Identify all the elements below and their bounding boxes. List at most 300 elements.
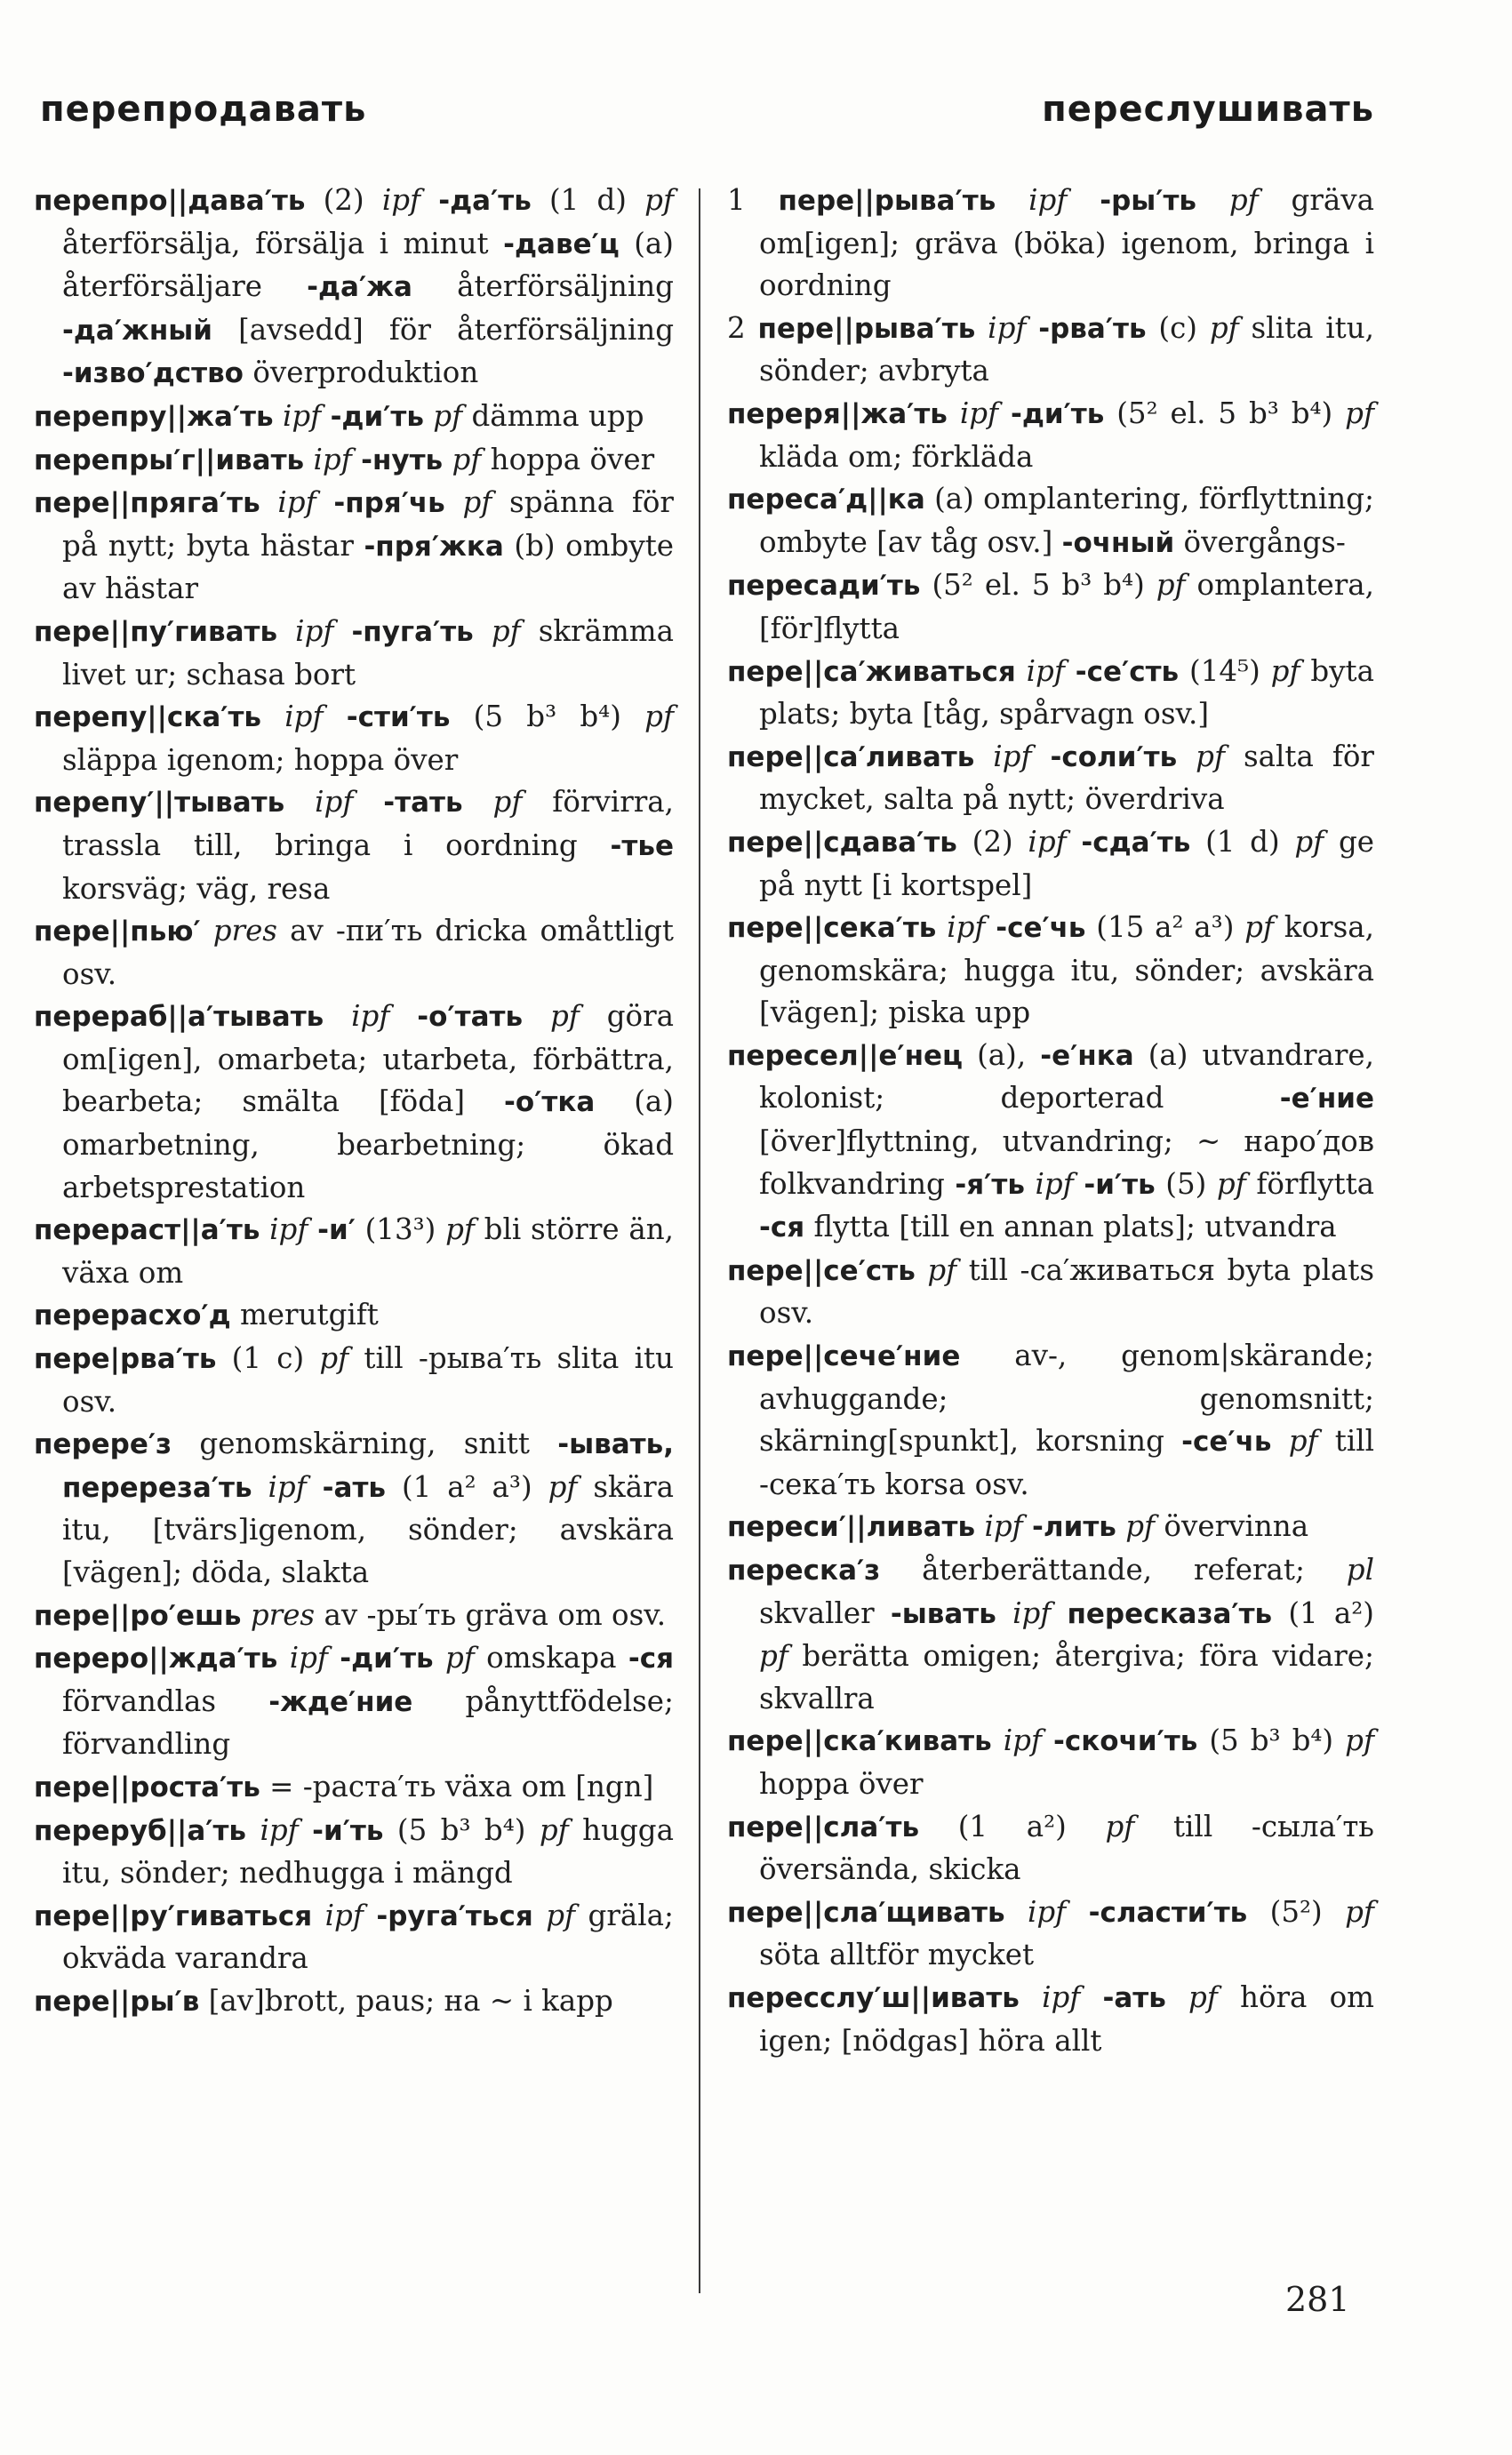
entry-text xyxy=(1080,1980,1102,2014)
running-head-right: переслушивать xyxy=(1042,89,1374,130)
entry-text: återberättande, referat; xyxy=(880,1553,1347,1587)
entry-text xyxy=(974,740,993,773)
grammar-label: ipf xyxy=(1027,1894,1067,1929)
entry-text xyxy=(304,443,313,476)
headword: перепро||дава′ть xyxy=(34,185,306,217)
entry-text: skära itu, [tvärs]igenom, sönder; avskära [vägen]; döda, slakta xyxy=(62,1469,675,1589)
entry-text: skrämma livet ur; schasa bort xyxy=(62,613,674,692)
grammar-label: pf xyxy=(548,1469,578,1504)
headword: пере||сла′щивать xyxy=(727,1896,1005,1929)
dictionary-entry xyxy=(727,1806,1374,1891)
entry-text xyxy=(445,485,463,519)
entry-text: (a) utvandrare, kolonist; deporterad xyxy=(759,1037,1374,1116)
grammar-label: pf xyxy=(1209,310,1239,345)
grammar-label: ipf xyxy=(260,1812,299,1847)
headword: -ди′ть xyxy=(330,400,424,433)
headword: -пуга′ть xyxy=(351,615,474,648)
dictionary-entry xyxy=(727,907,1374,1035)
entry-text: (2) xyxy=(956,824,1028,859)
grammar-label: pf xyxy=(1244,910,1275,945)
entry-text: (a) omplantering, förflyttning; ombyte [av tåg osv.] xyxy=(759,482,1374,559)
grammar-label: ipf xyxy=(324,1898,364,1932)
entry-text xyxy=(307,1470,323,1504)
dictionary-entry xyxy=(727,1250,1374,1335)
entry-text: 1 xyxy=(727,183,779,217)
headword: пере||рыва′ть xyxy=(778,185,996,217)
page-number: 281 xyxy=(1285,2280,1350,2319)
grammar-label: ipf xyxy=(1003,1723,1042,1758)
entry-text xyxy=(1026,311,1038,345)
entry-text: hoppa över xyxy=(759,1766,924,1801)
entry-text: (5² el. 5 b³ b⁴) xyxy=(920,568,1156,603)
grammar-label: pf xyxy=(1345,1894,1374,1929)
dictionary-entry xyxy=(727,1549,1374,1720)
headword: -и′ть xyxy=(312,1814,384,1847)
entry-text: korsväg; väg, resa xyxy=(62,871,331,906)
dictionary-entry xyxy=(34,439,674,483)
dictionary-entry xyxy=(727,308,1374,393)
dictionary-entry xyxy=(727,393,1374,478)
headword: пере||ры′в xyxy=(34,1985,200,2018)
dictionary-entry xyxy=(34,1766,674,1810)
entry-text: byta plats; byta [tåg, spårvagn osv.] xyxy=(759,653,1374,732)
entry-text: genomskärning, snitt xyxy=(172,1427,558,1461)
headword: перепу′||тывать xyxy=(34,787,285,820)
entry-text xyxy=(389,999,417,1033)
entry-text xyxy=(324,999,351,1033)
entry-text xyxy=(1016,654,1027,688)
dictionary-entry xyxy=(34,1209,674,1294)
entry-text xyxy=(996,1596,1012,1630)
entry-text: merutgift xyxy=(230,1298,379,1332)
left-column xyxy=(34,180,674,2024)
headword: переря||жа′ть xyxy=(727,397,948,430)
headword: пере||ска′кивать xyxy=(727,1725,992,1758)
entry-text xyxy=(201,914,213,948)
grammar-label: pf xyxy=(452,442,482,476)
entry-text: (1 d) xyxy=(1190,824,1295,859)
entry-text: av -пи′ть dricka omåttligt osv. xyxy=(62,914,674,991)
entry-text: kläda om; förkläda xyxy=(759,439,1034,474)
column-divider xyxy=(699,188,700,2293)
grammar-label: pf xyxy=(462,485,492,520)
headword: переруб||а′ть xyxy=(34,1814,247,1847)
headword: -тать xyxy=(383,787,463,820)
grammar-label: pf xyxy=(1188,1979,1218,2014)
entry-text xyxy=(1067,183,1100,217)
entry-text: slita itu, sönder; avbryta xyxy=(759,310,1374,388)
entry-text xyxy=(321,399,330,433)
headword: -скочи′ть xyxy=(1052,1725,1198,1758)
entry-text: (5 b³ b⁴) xyxy=(450,700,645,734)
dictionary-entry xyxy=(34,1895,674,1980)
dictionary-entry xyxy=(34,180,674,396)
grammar-label: pf xyxy=(1345,396,1374,430)
grammar-label: ipf xyxy=(284,700,324,734)
dictionary-entry xyxy=(34,611,674,696)
entry-text: (c) xyxy=(1146,310,1210,345)
grammar-label: ipf xyxy=(282,398,322,433)
headword: -пря′жка xyxy=(364,530,504,563)
grammar-label: ipf xyxy=(381,183,421,217)
grammar-label: ipf xyxy=(1042,1979,1081,2014)
grammar-label: ipf xyxy=(277,485,316,520)
entry-text: förflytta xyxy=(1245,1166,1374,1201)
dictionary-entry xyxy=(727,1720,1374,1805)
entry-text: salta för mycket, salta på nytt; överdriva xyxy=(759,739,1374,817)
headword: -да′жа xyxy=(307,271,412,304)
headword: пере||сече′ние xyxy=(727,1340,961,1373)
entry-text: gräla; okväda varandra xyxy=(62,1898,674,1976)
headword: переро||жда′ть xyxy=(34,1643,278,1675)
headword: -ся xyxy=(628,1643,674,1675)
entry-text: (5 b³ b⁴) xyxy=(383,1812,540,1847)
headword: пере||пью′ xyxy=(34,916,201,948)
headword: -даве′ц xyxy=(503,228,620,260)
dictionary-entry xyxy=(727,821,1374,907)
headword: -ди′ть xyxy=(340,1643,434,1675)
grammar-label: pres xyxy=(212,914,277,948)
headword: -ать xyxy=(322,1471,387,1504)
grammar-label: pf xyxy=(1288,1424,1318,1459)
entry-text xyxy=(333,614,351,648)
headword: -да′ть xyxy=(438,185,532,217)
entry-text xyxy=(1074,1167,1084,1201)
entry-text xyxy=(533,1899,546,1932)
grammar-label: pf xyxy=(759,1639,788,1674)
headword: -сласти′ть xyxy=(1088,1896,1248,1929)
entry-text xyxy=(1271,1424,1288,1458)
headword: перераб||а′тывать xyxy=(34,1001,324,1034)
entry-text: omplantera, [för]flytta xyxy=(759,568,1374,645)
entry-text xyxy=(312,1899,324,1932)
dictionary-entry xyxy=(727,1891,1374,1977)
headword: пере||роста′ть xyxy=(34,1771,260,1803)
entry-text xyxy=(277,1641,289,1675)
entry-text xyxy=(328,1641,340,1675)
entry-text: (a) omarbetning, bearbetning; ökad arbetsprestation xyxy=(62,1084,674,1204)
entry-text: återförsäljning xyxy=(412,269,674,304)
grammar-label: ipf xyxy=(315,785,354,820)
entry-text: (1 c) xyxy=(216,1341,320,1376)
headword: перераст||а′ть xyxy=(34,1214,260,1247)
entry-text: till -сыла′ть översända, skicka xyxy=(759,1809,1374,1887)
grammar-label: ipf xyxy=(947,910,986,945)
grammar-label: pf xyxy=(644,700,674,734)
entry-text: övervinna xyxy=(1155,1509,1309,1544)
entry-text xyxy=(443,443,452,476)
entry-text xyxy=(424,399,433,433)
entry-text xyxy=(242,1598,251,1632)
headword: перерасхо′д xyxy=(34,1299,231,1332)
dictionary-entry xyxy=(727,478,1374,564)
headword: переса′д||ка xyxy=(727,484,925,516)
entry-text: övergångs- xyxy=(1174,524,1346,559)
entry-text: hugga itu, sönder; nedhugga i mängd xyxy=(62,1812,674,1891)
entry-text xyxy=(308,1212,317,1246)
dictionary-entry xyxy=(727,1335,1374,1506)
headword: -сда′ть xyxy=(1081,826,1191,859)
entry-text xyxy=(1067,825,1082,859)
headword: пере||са′живаться xyxy=(727,655,1016,688)
headword: пере||сека′ть xyxy=(727,912,937,945)
entry-text: göra om[igen], omarbeta; utarbeta, förbättra, bearbeta; smälta [föda] xyxy=(62,999,674,1119)
grammar-label: pf xyxy=(1196,739,1226,773)
dictionary-entry xyxy=(727,651,1374,736)
entry-text xyxy=(1166,1980,1188,2014)
headword: -ся xyxy=(759,1212,805,1244)
entry-text xyxy=(1005,1895,1028,1929)
entry-text: till -сека′ть korsa osv. xyxy=(759,1424,1374,1501)
entry-text: (1 a²) xyxy=(1272,1595,1374,1630)
entry-text xyxy=(260,485,278,519)
grammar-label: pf xyxy=(644,183,674,217)
entry-text: (1 d) xyxy=(531,183,645,217)
entry-text: (a) återförsäljare xyxy=(62,226,674,304)
grammar-label: ipf xyxy=(993,739,1032,773)
grammar-label: ipf xyxy=(289,1641,328,1675)
headword: -очный xyxy=(1061,526,1175,559)
entry-text: dämma upp xyxy=(462,398,644,433)
grammar-label: pl xyxy=(1346,1553,1374,1587)
grammar-label: pf xyxy=(491,613,521,648)
entry-text: till -са′живаться byta plats osv. xyxy=(759,1252,1374,1331)
dictionary-entry xyxy=(727,1506,1374,1549)
entry-text: av -ры′ть gräva om osv. xyxy=(315,1597,667,1632)
entry-text xyxy=(299,1813,312,1847)
headword: -и′ть xyxy=(1084,1168,1156,1201)
grammar-label: ipf xyxy=(959,396,999,430)
grammar-label: pf xyxy=(549,999,580,1034)
grammar-label: ipf xyxy=(295,613,334,648)
entry-text: (14⁵) xyxy=(1179,653,1271,688)
entry-text: hoppa över xyxy=(481,442,655,476)
headword: пересслу′ш||ивать xyxy=(727,1981,1020,2014)
headword: -о′тать xyxy=(417,1001,524,1034)
grammar-label: ipf xyxy=(1035,1166,1074,1201)
entry-text: spänna för på nytt; byta hästar xyxy=(62,485,674,563)
entry-text xyxy=(523,999,550,1033)
headword: -жде′ние xyxy=(268,1685,413,1718)
entry-text xyxy=(1042,1723,1053,1757)
headword: -се′чь xyxy=(1181,1426,1272,1459)
entry-text: (1 a²) xyxy=(919,1809,1106,1843)
headword: пере||са′ливать xyxy=(727,740,975,773)
grammar-label: pf xyxy=(444,1641,475,1675)
entry-text: (5² el. 5 b³ b⁴) xyxy=(1104,396,1346,430)
entry-text xyxy=(284,785,315,819)
entry-text xyxy=(1032,740,1051,773)
headword: перепры′г||ивать xyxy=(34,444,305,476)
entry-text: gräva om[igen]; gräva (böka) igenom, bringa i oordning xyxy=(759,183,1374,303)
dictionary-entry xyxy=(34,696,674,781)
grammar-label: pf xyxy=(1345,1723,1374,1758)
entry-text: = -раста′ть växa om [ngn] xyxy=(260,1769,654,1803)
entry-text: ge på nytt [i kortspel] xyxy=(759,824,1374,902)
grammar-label: pf xyxy=(492,785,523,820)
entry-text: släppa igenom; hoppa över xyxy=(62,742,459,777)
dictionary-entry xyxy=(34,996,674,1209)
dictionary-entry xyxy=(34,1294,674,1338)
headword: перепу||ска′ть xyxy=(34,701,262,734)
running-head-left: перепродавать xyxy=(40,89,367,130)
entry-text: (a), xyxy=(963,1037,1041,1072)
grammar-label: pf xyxy=(927,1252,957,1287)
entry-text xyxy=(246,1813,260,1847)
entry-text: (5 b³ b⁴) xyxy=(1197,1723,1346,1758)
grammar-label: pf xyxy=(539,1812,569,1847)
entry-text: höra om igen; [nödgas] höra allt xyxy=(759,1979,1374,2058)
grammar-label: pf xyxy=(1125,1509,1156,1544)
entry-text: förvirra, trassla till, bringa i oordning xyxy=(62,785,674,862)
grammar-label: ipf xyxy=(984,1509,1023,1544)
grammar-label: pf xyxy=(1216,1166,1246,1201)
grammar-label: ipf xyxy=(1028,183,1068,217)
entry-text: korsa, genomskära; hugga itu, sönder; avskära [vägen]; piska upp xyxy=(759,910,1374,1030)
entry-text xyxy=(1025,1167,1036,1201)
headword: пересел||е′нец xyxy=(727,1039,964,1072)
entry-text xyxy=(936,910,947,944)
headword: -я′ть xyxy=(955,1168,1025,1201)
entry-text xyxy=(916,1253,928,1287)
entry-text xyxy=(1065,654,1076,688)
grammar-label: ipf xyxy=(268,1469,307,1504)
headword: пересказа′ть xyxy=(1067,1597,1273,1630)
headword: -руга′ться xyxy=(376,1899,533,1932)
headword: -ди′ть xyxy=(1010,397,1105,430)
headword: -ать xyxy=(1102,1981,1166,2014)
grammar-label: ipf xyxy=(269,1212,308,1247)
grammar-label: pf xyxy=(546,1898,576,1932)
dictionary-entry xyxy=(34,482,674,611)
entry-text xyxy=(274,399,283,433)
entry-text: berätta omigen; återgiva; föra vidare; skvallra xyxy=(759,1639,1374,1715)
entry-text xyxy=(260,1212,269,1246)
headword: -е′ние xyxy=(1279,1083,1374,1116)
entry-text: pånyttfödelse; förvandling xyxy=(62,1683,674,1762)
entry-text: (5) xyxy=(1155,1166,1217,1201)
entry-text xyxy=(1196,183,1229,217)
dictionary-entry xyxy=(34,1338,674,1423)
headword: пере||ру′гиваться xyxy=(34,1899,313,1932)
headword: -о′тка xyxy=(504,1086,596,1119)
entry-text: förvandlas xyxy=(62,1683,269,1718)
entry-text xyxy=(992,1723,1004,1757)
headword: -лить xyxy=(1032,1511,1116,1544)
headword: перере′з xyxy=(34,1428,172,1461)
entry-text: (1 a² a³) xyxy=(386,1469,548,1504)
grammar-label: pf xyxy=(1270,653,1300,688)
headword: -тье xyxy=(610,829,674,862)
entry-text xyxy=(316,485,334,519)
grammar-label: pf xyxy=(1105,1809,1135,1843)
entry-text xyxy=(463,785,493,819)
headword: -соли′ть xyxy=(1050,740,1178,773)
headword: -ывать xyxy=(890,1597,996,1630)
headword: пере|рва′ть xyxy=(34,1343,217,1376)
entry-text: (13³) xyxy=(355,1212,446,1247)
entry-text xyxy=(474,614,492,648)
entry-text: återförsälja, försälja i minut xyxy=(62,226,504,260)
headword: -да′жный xyxy=(62,314,213,347)
entry-text: (15 a² a³) xyxy=(1085,910,1245,945)
headword: переси′||ливать xyxy=(727,1511,976,1544)
entry-text: [avsedd] för återförsäljning xyxy=(212,312,674,347)
entry-text: söta alltför mycket xyxy=(759,1938,1035,1972)
headword: -ры′ть xyxy=(1100,185,1197,217)
dictionary-entry xyxy=(727,1977,1374,2062)
headword: -нуть xyxy=(361,444,444,476)
dictionary-entry xyxy=(34,1637,674,1766)
grammar-label: pf xyxy=(1294,824,1324,859)
headword: -се′сть xyxy=(1075,655,1180,688)
entry-text: [över]flyttning, utvandring; ~ наро′дов folkvandring xyxy=(759,1124,1374,1201)
entry-text xyxy=(324,700,347,733)
headword: -се′чь xyxy=(996,912,1086,945)
dictionary-entry xyxy=(727,564,1374,650)
dictionary-entry xyxy=(34,781,674,910)
headword: пере||ро′ешь xyxy=(34,1599,242,1632)
dictionary-entry xyxy=(34,1980,674,2024)
headword: пере||се′сть xyxy=(727,1254,916,1287)
entry-text xyxy=(998,396,1011,430)
dictionary-entry xyxy=(34,1423,674,1594)
grammar-label: ipf xyxy=(313,442,352,476)
headword: -и′ xyxy=(317,1214,356,1247)
entry-text xyxy=(434,1641,445,1675)
entry-text: (5²) xyxy=(1247,1894,1346,1929)
headword: переска′з xyxy=(727,1555,881,1587)
entry-text xyxy=(1177,740,1196,773)
headword: перепру||жа′ть xyxy=(34,400,274,433)
entry-text xyxy=(1023,1509,1032,1543)
grammar-label: ipf xyxy=(1012,1595,1052,1630)
dictionary-entry xyxy=(34,1595,674,1638)
entry-text xyxy=(1020,1980,1042,2014)
entry-text xyxy=(1051,1596,1067,1630)
dictionary-entry xyxy=(34,396,674,439)
entry-text: 2 xyxy=(727,310,758,345)
entry-text xyxy=(352,443,361,476)
dictionary-entry xyxy=(727,736,1374,821)
headword: -сти′ть xyxy=(346,701,451,734)
grammar-label: ipf xyxy=(988,310,1027,345)
dictionary-entry xyxy=(34,910,674,996)
entry-text xyxy=(985,910,996,944)
headword: пере||сдава′ть xyxy=(727,826,957,859)
entry-text: [av]brott, paus; на ~ i kapp xyxy=(199,1983,613,2018)
headword: -изво′дство xyxy=(62,357,244,390)
grammar-label: pf xyxy=(445,1212,475,1247)
entry-text: (b) ombyte av hästar xyxy=(62,528,674,606)
entry-text: bli större än, växa om xyxy=(62,1212,674,1290)
entry-text xyxy=(1116,1509,1125,1543)
dictionary-entry xyxy=(727,1035,1374,1250)
headword: -рва′ть xyxy=(1038,312,1147,345)
headword: пересади′ть xyxy=(727,570,921,603)
entry-text xyxy=(261,700,284,733)
entry-text xyxy=(975,1509,984,1543)
dictionary-entry xyxy=(34,1810,674,1895)
entry-text xyxy=(1066,1895,1088,1929)
headword: пере||пу′гивать xyxy=(34,615,278,648)
headword: пере||сла′ть xyxy=(727,1811,920,1843)
entry-text xyxy=(252,1470,268,1504)
grammar-label: pf xyxy=(1156,568,1186,603)
entry-text: skvaller xyxy=(759,1595,891,1630)
entry-text xyxy=(948,396,960,430)
grammar-label: ipf xyxy=(1028,824,1067,859)
